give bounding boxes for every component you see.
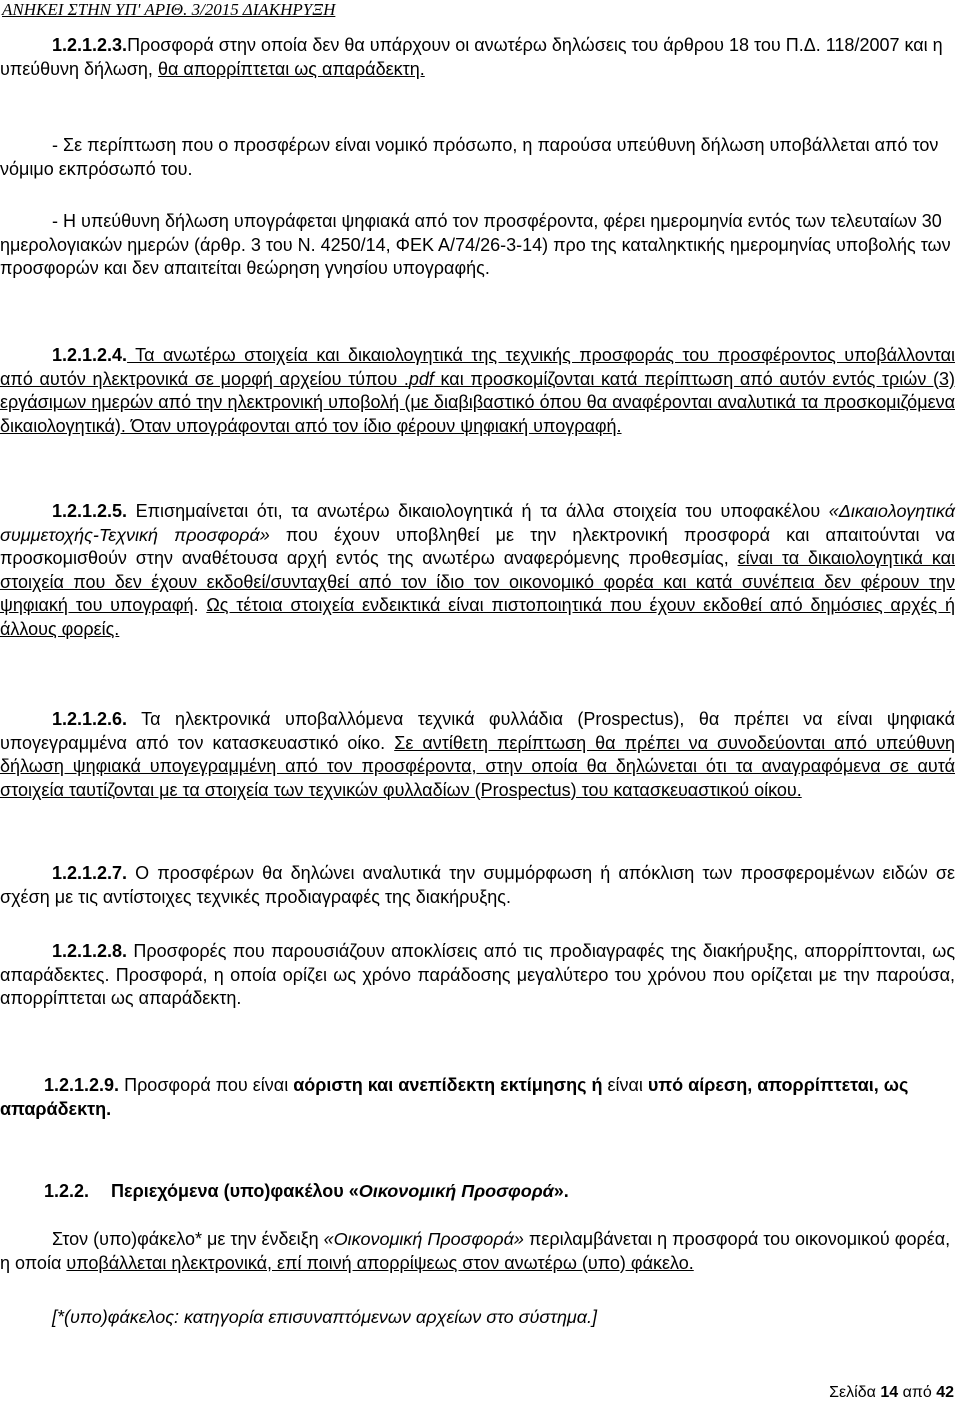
paragraph-dash-digital-signature: - Η υπεύθυνη δήλωση υπογράφεται ψηφιακά από τον προσφέροντα, φέρει ημερομηνία εντός των τελευταίων 30 ημερολογιακών ημερών (άρθρ. 3 του Ν. 4250/14, ΦΕΚ Α/74/26-3-14) προ της καταληκτικής ημερομηνίας υποβολής των προσφορών και δεν απαιτείται θεώρηση γνησίου υπογραφής.	[0, 211, 951, 278]
section-number: 1.2.1.2.4.	[52, 345, 128, 365]
paragraph-1-2-1-2-8: 1.2.1.2.8. Προσφορές που παρουσιάζουν αποκλίσεις από τις προδιαγραφές της διακήρυξης, απορρίπτονται, ως απαράδεκτες. Προσφορά, η οποία ορίζει ως χρόνο παράδοσης μεγαλύτερο του χρόνου που ορίζεται με την παρούσα, απορρίπτεται ως απαράδεκτη.	[0, 941, 955, 1008]
section-number: 1.2.2.	[44, 1181, 90, 1201]
paragraph-1-2-1-2-4: 1.2.1.2.4. Τα ανωτέρω στοιχεία και δικαιολογητικά της τεχνικής προσφοράς του προσφέροντος υποβάλλονται από αυτόν ηλεκτρονικά σε μορφή αρχείου τύπου .pdf και προσκομίζονται κατά περίπτωση από αυτόν εντός τριών (3) εργάσιμων ημερών από την ηλεκτρονική υποβολή (με διαβιβαστικό όπου θα αναφέρονται αναλυτικά τα προσκομιζόμενα δικαιολογητικά). Όταν υπογράφονται από τον ίδιο φέρουν ψηφιακή υπογραφή.	[0, 345, 955, 436]
footnote: [*(υπο)φάκελος: κατηγορία επισυναπτόμενων αρχείων στο σύστημα.]	[52, 1307, 598, 1327]
paragraph-1-2-1-2-5: 1.2.1.2.5. Επισημαίνεται ότι, τα ανωτέρω δικαιολογητικά ή τα άλλα στοιχεία του υποφακέλου «Δικαιολογητικά συμμετοχής-Τεχνική προσφορά» που έχουν υποβληθεί με την ηλεκτρονική προσφορά και απαιτούνται να προσκομισθούν στην αναθέτουσα αρχή εντός της ανωτέρω αναφερόμενης προθεσμίας, είναι τα δικαιολογητικά και στοιχεία που δεν έχουν εκδοθεί/συνταχθεί από τον ίδιο τον οικονομικό φορέα και κατά συνέπεια δεν φέρουν την ψηφιακή του υπογραφή. Ως τέτοια στοιχεία ενδεικτικά είναι πιστοποιητικά που έχουν εκδοθεί από δημόσιες αρχές ή άλλους φορείς.	[0, 501, 956, 639]
page-header: ΑΝΗΚΕΙ ΣΤΗΝ ΥΠ' ΑΡΙΘ. 3/2015 ΔΙΑΚΗΡΥΞΗ	[2, 0, 336, 19]
paragraph-1-2-1-2-7: 1.2.1.2.7. Ο προσφέρων θα δηλώνει αναλυτικά την συμμόρφωση ή απόκλιση των προσφερομένων ειδών σε σχέση με τις αντίστοιχες τεχνικές προδιαγραφές της διακήρυξης.	[0, 863, 955, 907]
section-number: 1.2.1.2.7.	[52, 863, 128, 883]
section-number: 1.2.1.2.3.	[52, 35, 128, 55]
section-number: 1.2.1.2.8.	[52, 941, 128, 961]
section-number: 1.2.1.2.9.	[44, 1075, 120, 1095]
section-number: 1.2.1.2.6.	[52, 709, 128, 729]
paragraph-economic-offer: Στον (υπο)φάκελο* με την ένδειξη «Οικονομική Προσφορά» περιλαμβάνεται η προσφορά του οικονομικού φορέα, η οποία υποβάλλεται ηλεκτρονικά, επί ποινή απορρίψεως στον ανωτέρω (υπο) φάκελο.	[0, 1229, 951, 1273]
paragraph-dash-legal-entity: - Σε περίπτωση που ο προσφέρων είναι νομικό πρόσωπο, η παρούσα υπεύθυνη δήλωση υποβάλλεται από τον νόμιμο εκπρόσωπό του.	[0, 135, 939, 179]
heading-1-2-2: 1.2.2. Περιεχόμενα (υπο)φακέλου «Οικονομική Προσφορά».	[44, 1181, 569, 1201]
paragraph-1-2-1-2-9: 1.2.1.2.9. Προσφορά που είναι αόριστη και ανεπίδεκτη εκτίμησης ή είναι υπό αίρεση, απορρίπτεται, ως απαράδεκτη.	[0, 1075, 909, 1119]
paragraph-1-2-1-2-6: 1.2.1.2.6. Τα ηλεκτρονικά υποβαλλόμενα τεχνικά φυλλάδια (Prospectus), θα πρέπει να είναι ψηφιακά υπογεγραμμένα από τον κατασκευαστικό οίκο. Σε αντίθετη περίπτωση θα πρέπει να συνοδεύονται από υπεύθυνη δήλωση ψηφιακά υπογεγραμμένη από τον προσφέροντα, στην οποία θα δηλώνεται ότι τα αναγραφόμενα σε αυτά στοιχεία ταυτίζονται με τα στοιχεία των τεχνικών φυλλαδίων (Prospectus) του κατασκευαστικού οίκου.	[0, 709, 955, 800]
page-number: Σελίδα 14 από 42	[829, 1384, 954, 1401]
paragraph-1-2-1-2-3: 1.2.1.2.3.Προσφορά στην οποία δεν θα υπάρχουν οι ανωτέρω δηλώσεις του άρθρου 18 του Π.Δ. 118/2007 και η υπεύθυνη δήλωση, θα απορρίπτεται ως απαράδεκτη.	[0, 35, 943, 79]
section-number: 1.2.1.2.5.	[52, 501, 128, 521]
